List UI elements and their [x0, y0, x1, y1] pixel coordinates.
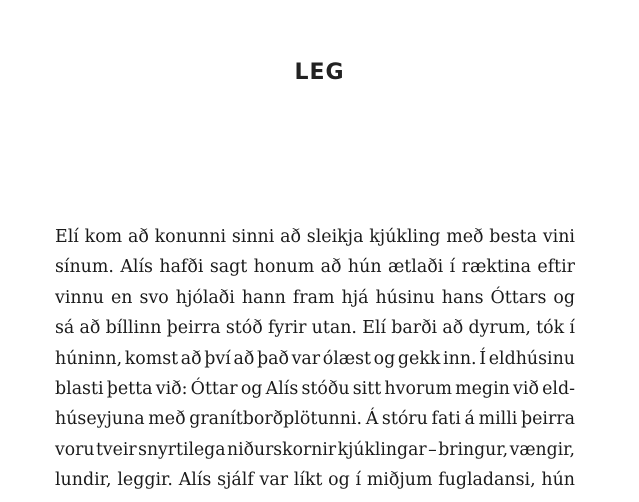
text-line: húseyjuna með granítborðplötunni. Á stóru fati á milli þeirra — [55, 409, 575, 430]
text-line: sínum. Alís hafði sagt honum að hún ætlaði í ræktina eftir — [55, 257, 575, 278]
text-line: Elí kom að konunni sinni að sleikja kjúkling með besta vini — [55, 227, 575, 247]
text-line: sá að bíllinn þeirra stóð fyrir utan. Elí barði að dyrum, tók í — [55, 318, 575, 339]
body-paragraph — [55, 222, 575, 496]
text-line: blasti þetta við: Óttar og Alís stóðu sitt hvorum megin við eld- — [55, 379, 575, 400]
text-line: voru tveir snyrtilega niðurskornir kjúklingar – bringur, vængir, — [55, 439, 575, 460]
text-line: vinnu en svo hjólaði hann fram hjá húsinu hans Óttars og — [55, 287, 575, 308]
text-line: lundir, leggir. Alís sjálf var líkt og í miðjum fugladansi, hún — [55, 470, 575, 491]
chapter-title: LEG — [294, 60, 345, 85]
text-line: húninn, komst að því að það var ólæst og gekk inn. Í eldhúsinu — [55, 348, 575, 369]
